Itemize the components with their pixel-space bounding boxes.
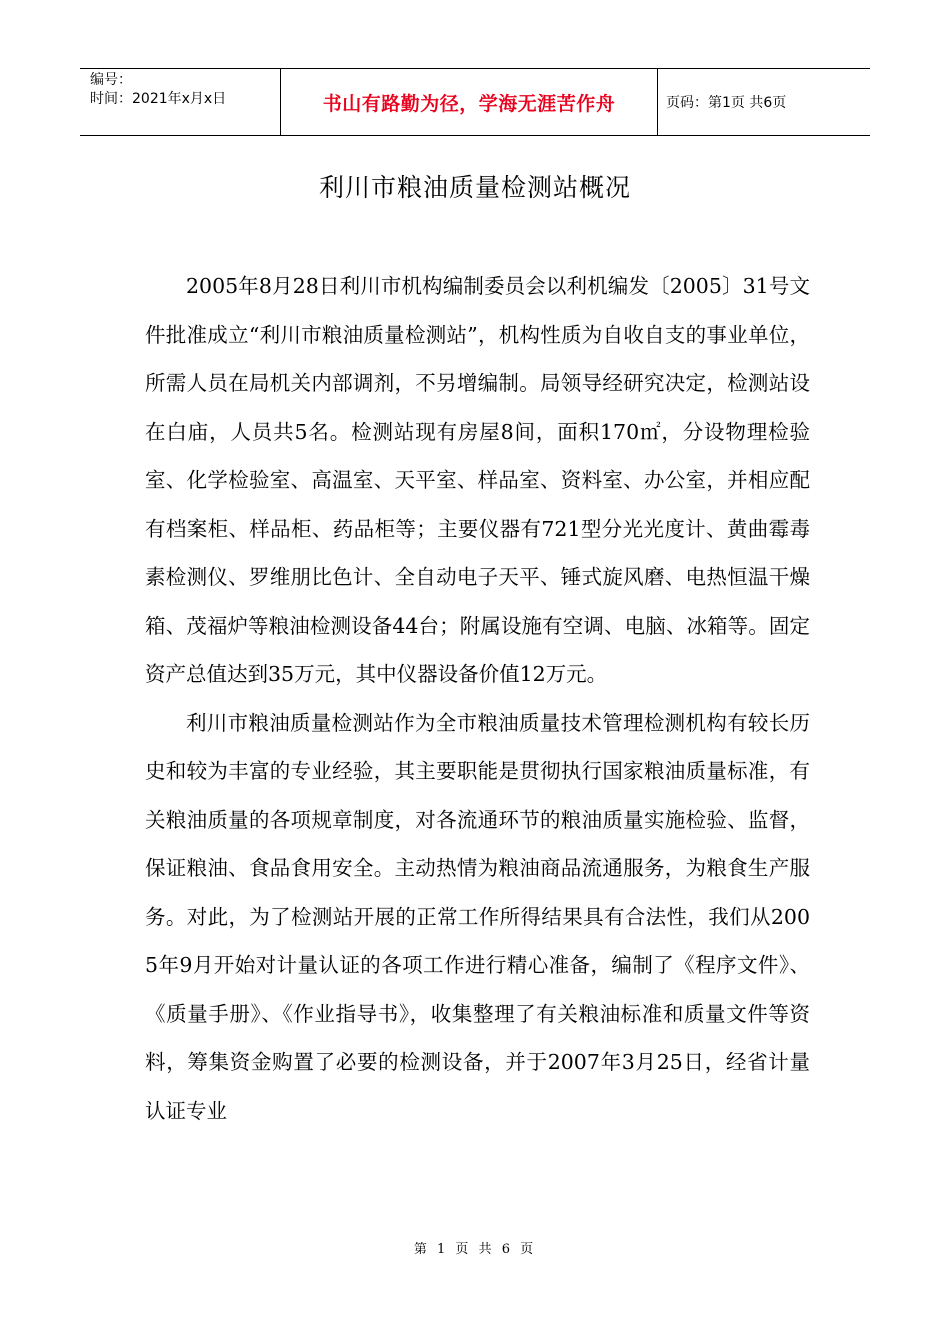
header-motto: 书山有路勤为径，学海无涯苦作舟 bbox=[280, 69, 658, 135]
document-date-label: 时间：2021年x月x日 bbox=[90, 91, 227, 107]
header-meta bbox=[80, 69, 280, 135]
body-paragraph-2: 利川市粮油质量检测站作为全市粮油质量技术管理检测机构有较长历史和较为丰富的专业经验，其主要职能是贯彻执行国家粮油质量标准，有关粮油质量的各项规章制度，对各流通环节的粮油质量实施检验、监督，保证粮油、食品食用安全。主动热情为粮油商品流通服务，为粮食生产服务。对此，为了检测站开展的正常工作所得结果具有合法性，我们从2005年9月开始对计量认证的各项工作进行精心准备，编制了《程序文件》、《质量手册》、《作业指导书》，收集整理了有关粮油标准和质量文件等资料，筹集资金购置了必要的检测设备，并于2007年3月25日，经省计量认证专业 bbox=[145, 710, 810, 1123]
document-title: 利川市粮油质量检测站概况 bbox=[318, 173, 631, 202]
document-body bbox=[145, 262, 810, 1135]
header-page-info: 页码：第1页 共6页 bbox=[666, 95, 787, 111]
body-paragraph-1: 2005年8月28日利川市机构编制委员会以利机编发〔2005〕31号文件批准成立“利川市粮油质量检测站”，机构性质为自收自支的事业单位，所需人员在局机关内部调剂，不另增编制。局领导经研究决定，检测站设在白庙，人员共5名。检测站现有房屋8间，面积170㎡，分设物理检验室、化学检验室、高温室、天平室、样品室、资料室、办公室，并相应配有档案柜、样品柜、药品柜等；主要仪器有721型分光光度计、黄曲霉毒素检测仪、罗维朋比色计、全自动电子天平、锤式旋风磨、电热恒温干燥箱、茂福炉等粮油检测设备44台；附属设施有空调、电脑、冰箱等。固定资产总值达到35万元，其中仪器设备价值12万元。 bbox=[145, 274, 810, 686]
document-number-label: 编号： bbox=[90, 72, 132, 88]
page-footer: 第 1 页 共 6 页 bbox=[413, 1242, 537, 1257]
page-header bbox=[80, 68, 870, 136]
